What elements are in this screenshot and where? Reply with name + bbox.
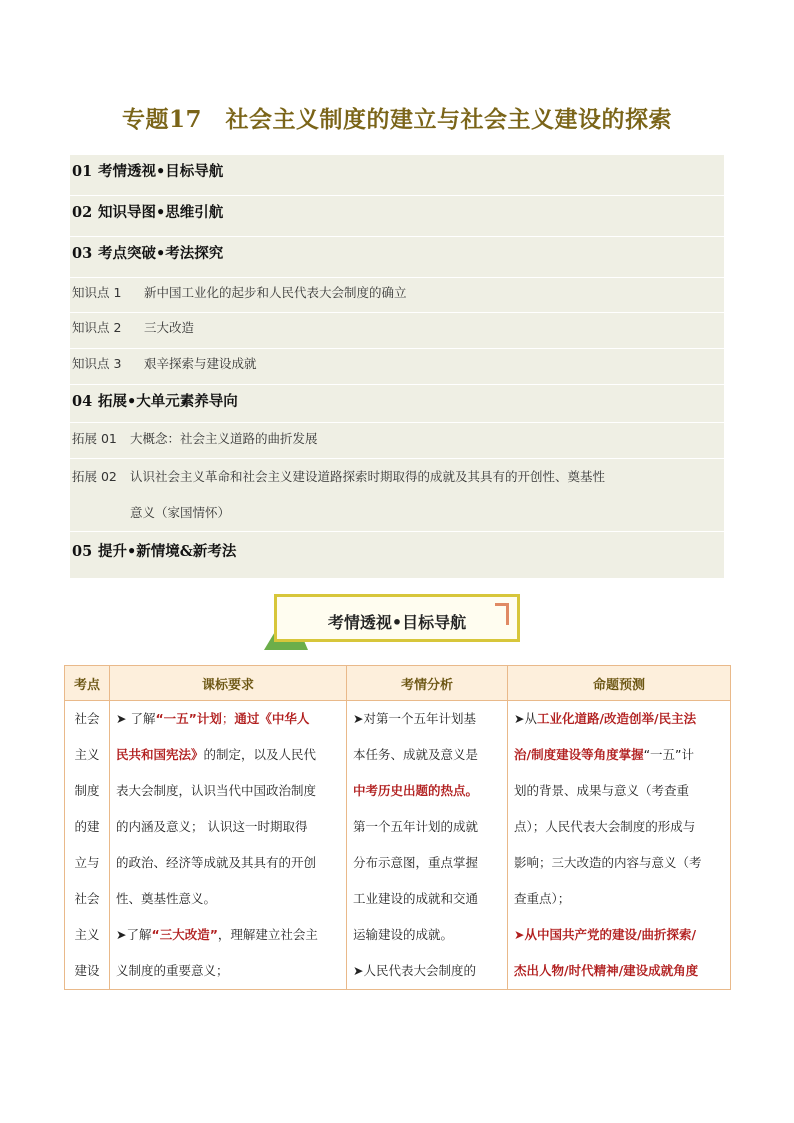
toc-section-05[interactable] <box>70 532 726 578</box>
cell-line: ➤对第一个五年计划基 <box>353 711 476 726</box>
table-row <box>65 701 731 990</box>
curriculum-requirement-cell <box>110 701 347 990</box>
toc-item-text: 大概念：社会主义道路的曲折发展 <box>130 431 318 446</box>
text-run: ➤了解 <box>116 927 152 942</box>
cell-line: 的政治、经济等成就及其具有的开创 <box>116 855 317 870</box>
banner-accent <box>506 603 509 625</box>
text-run: 的制定，以及人民代 <box>203 747 317 762</box>
banner-title: 考情透视•目标导航 <box>327 613 467 632</box>
table-of-contents <box>70 155 724 578</box>
column-header: 课标要求 <box>110 666 347 701</box>
toc-section-label: 提升•新情境&新考法 <box>98 543 237 560</box>
toc-extension-02[interactable] <box>70 459 726 532</box>
cell-line: 本任务、成就及意义是 <box>353 747 479 762</box>
toc-section-label: 考情透视•目标导航 <box>98 163 224 180</box>
exam-point-cell <box>65 701 110 990</box>
cell-line: 中考历史出题的热点。 <box>353 783 479 798</box>
toc-item-text: 认识社会主义革命和社会主义建设道路探索时期取得的成就及其具有的开创性、奠基性 <box>130 469 606 484</box>
cell-line: 工业建设的成就和交通 <box>353 891 479 906</box>
toc-section-label: 拓展•大单元素养导向 <box>98 393 238 410</box>
cell-line: ➤人民代表大会制度的 <box>353 963 476 978</box>
cell-line: 主义 <box>74 927 100 942</box>
page-title: 专题17 社会主义制度的建立与社会主义建设的探索 <box>121 106 672 133</box>
toc-extension-01[interactable] <box>70 423 726 459</box>
toc-section-number: 03 <box>72 245 93 262</box>
cell-line <box>116 737 340 773</box>
text-run: ➤从 <box>514 711 537 726</box>
cell-line: 的内涵及意义； 认识这一时期取得 <box>116 819 308 834</box>
cell-line: 义制度的重要意义； <box>116 963 229 978</box>
toc-item-label: 知识点 3 <box>72 356 122 371</box>
highlight-text: 工业化道路/改造创举/民主法 <box>536 711 697 726</box>
cell-line: 查重点）； <box>514 891 571 906</box>
toc-section-number: 02 <box>72 204 93 221</box>
text-run: ➤ 了解 <box>116 711 156 726</box>
cell-line: 运输建设的成就。 <box>353 927 454 942</box>
text-run: “一五”计 <box>643 747 695 762</box>
toc-section-03[interactable] <box>70 237 726 278</box>
highlight-text: 民共和国宪法》 <box>116 747 204 762</box>
cell-line: 表大会制度，认识当代中国政治制度 <box>116 783 317 798</box>
column-header: 考点 <box>65 666 110 701</box>
banner-frame <box>274 594 520 642</box>
cell-line: 主义 <box>74 747 100 762</box>
highlight-text: “一五”计划 <box>155 711 222 726</box>
cell-line: 立与 <box>74 855 100 870</box>
exam-analysis-table <box>64 665 731 990</box>
column-header: 命题预测 <box>508 666 731 701</box>
toc-item-label: 知识点 1 <box>72 285 122 300</box>
cell-line: 社会 <box>74 711 100 726</box>
highlight-text: 通过《中华人 <box>234 711 310 726</box>
toc-item-label: 拓展 02 <box>72 469 117 484</box>
toc-item-text: 新中国工业化的起步和人民代表大会制度的确立 <box>144 285 407 300</box>
toc-knowledge-1[interactable] <box>70 278 726 313</box>
toc-section-label: 知识导图•思维引航 <box>98 204 224 221</box>
toc-knowledge-2[interactable] <box>70 313 726 349</box>
toc-section-04[interactable] <box>70 385 726 423</box>
toc-section-01[interactable] <box>70 155 726 196</box>
highlight-text: “三大改造” <box>151 927 218 942</box>
cell-line: 建设 <box>74 963 100 978</box>
highlight-text: 治/制度建设等角度掌握 <box>514 747 644 762</box>
cell-line <box>514 737 724 773</box>
cell-line: 杰出人物/时代精神/建设成就角度 <box>514 963 699 978</box>
toc-knowledge-3[interactable] <box>70 349 726 385</box>
toc-item-text: 艰辛探索与建设成就 <box>144 356 257 371</box>
cell-line: ➤ 了解“一五”计划；通过《中华人 <box>116 711 310 726</box>
toc-item-text: 三大改造 <box>144 320 195 335</box>
cell-line <box>116 917 340 953</box>
cell-line: 社会 <box>74 891 100 906</box>
exam-analysis-cell <box>347 701 508 990</box>
toc-section-number: 04 <box>72 393 93 410</box>
cell-line: 制度 <box>74 783 100 798</box>
cell-line: 影响；三大改造的内容与意义（考 <box>514 855 702 870</box>
cell-line: 性、奠基性意义。 <box>116 891 217 906</box>
table-header-row <box>65 666 731 701</box>
toc-section-number: 05 <box>72 543 93 560</box>
toc-section-label: 考点突破•考法探究 <box>98 245 224 262</box>
cell-line: 分布示意图，重点掌握 <box>353 855 479 870</box>
banner-accent <box>495 603 509 606</box>
toc-section-02[interactable] <box>70 196 726 237</box>
toc-item-label: 拓展 01 <box>72 431 117 446</box>
prediction-cell <box>508 701 731 990</box>
toc-item-text-continued: 意义（家国情怀） <box>130 505 231 520</box>
toc-item-label: 知识点 2 <box>72 320 122 335</box>
cell-line: 第一个五年计划的成就 <box>353 819 479 834</box>
cell-line: 点）；人民代表大会制度的形成与 <box>514 819 696 834</box>
cell-line: 划的背景、成果与意义（考查重 <box>514 783 690 798</box>
cell-line <box>514 701 724 737</box>
section-banner <box>262 594 526 650</box>
column-header: 考情分析 <box>347 666 508 701</box>
toc-section-number: 01 <box>72 163 93 180</box>
cell-line: 的建 <box>74 819 100 834</box>
text-run: ，理解建立社会主 <box>217 927 318 942</box>
cell-line: ➤从中国共产党的建设/曲折探索/ <box>514 927 697 942</box>
